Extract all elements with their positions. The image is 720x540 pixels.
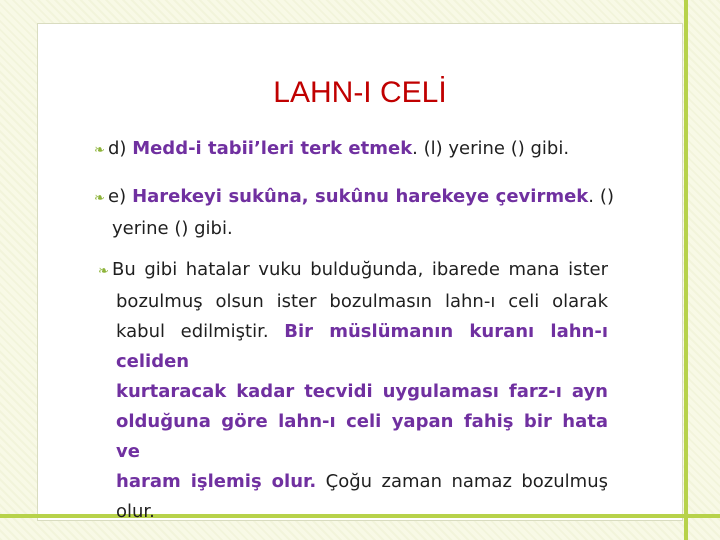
item-text: Çoğu zaman namaz bozulmuş olur. <box>116 471 608 522</box>
bullet-item-f <box>98 255 608 527</box>
bullet-item-e <box>94 182 614 244</box>
item-line <box>98 317 608 377</box>
item-marker: Bu <box>112 259 136 280</box>
item-text: yerine () gibi. <box>112 218 233 239</box>
item-emphasis: haram işlemiş olur. <box>116 471 317 492</box>
item-marker: e) <box>108 186 127 207</box>
leaf-bullet-icon: ❧ <box>98 264 109 279</box>
item-emphasis: kurtaracak kadar tecvidi uygulaması farz-ı ayn <box>116 381 608 402</box>
item-line <box>98 467 608 527</box>
item-emphasis: Harekeyi sukûna, sukûnu harekeye çevirmek <box>132 186 589 207</box>
item-line <box>98 255 608 287</box>
slide-title: LAHN-I CELİ <box>273 76 447 109</box>
leaf-bullet-icon: ❧ <box>94 143 105 158</box>
leaf-bullet-icon: ❧ <box>94 191 105 206</box>
item-text: . (ﺍ) yerine () gibi. <box>412 138 570 159</box>
item-marker: d) <box>108 138 127 159</box>
item-text: bozulmuş olsun ister bozulmasın lahn-ı celi olarak <box>116 291 608 312</box>
item-emphasis: Medd-i tabii’leri terk etmek <box>132 138 413 159</box>
item-text: gibi hatalar vuku bulduğunda, ibarede mana ister <box>144 259 608 280</box>
item-text: kabul edilmiştir. <box>116 321 269 342</box>
bullet-item-d <box>94 134 674 166</box>
item-line <box>94 182 614 214</box>
item-text: . () <box>588 186 614 207</box>
item-emphasis: olduğuna göre lahn-ı celi yapan fahiş bir hata ve <box>116 411 608 462</box>
item-emphasis: Bir müslümanın kuranı lahn-ı celiden <box>116 321 609 372</box>
